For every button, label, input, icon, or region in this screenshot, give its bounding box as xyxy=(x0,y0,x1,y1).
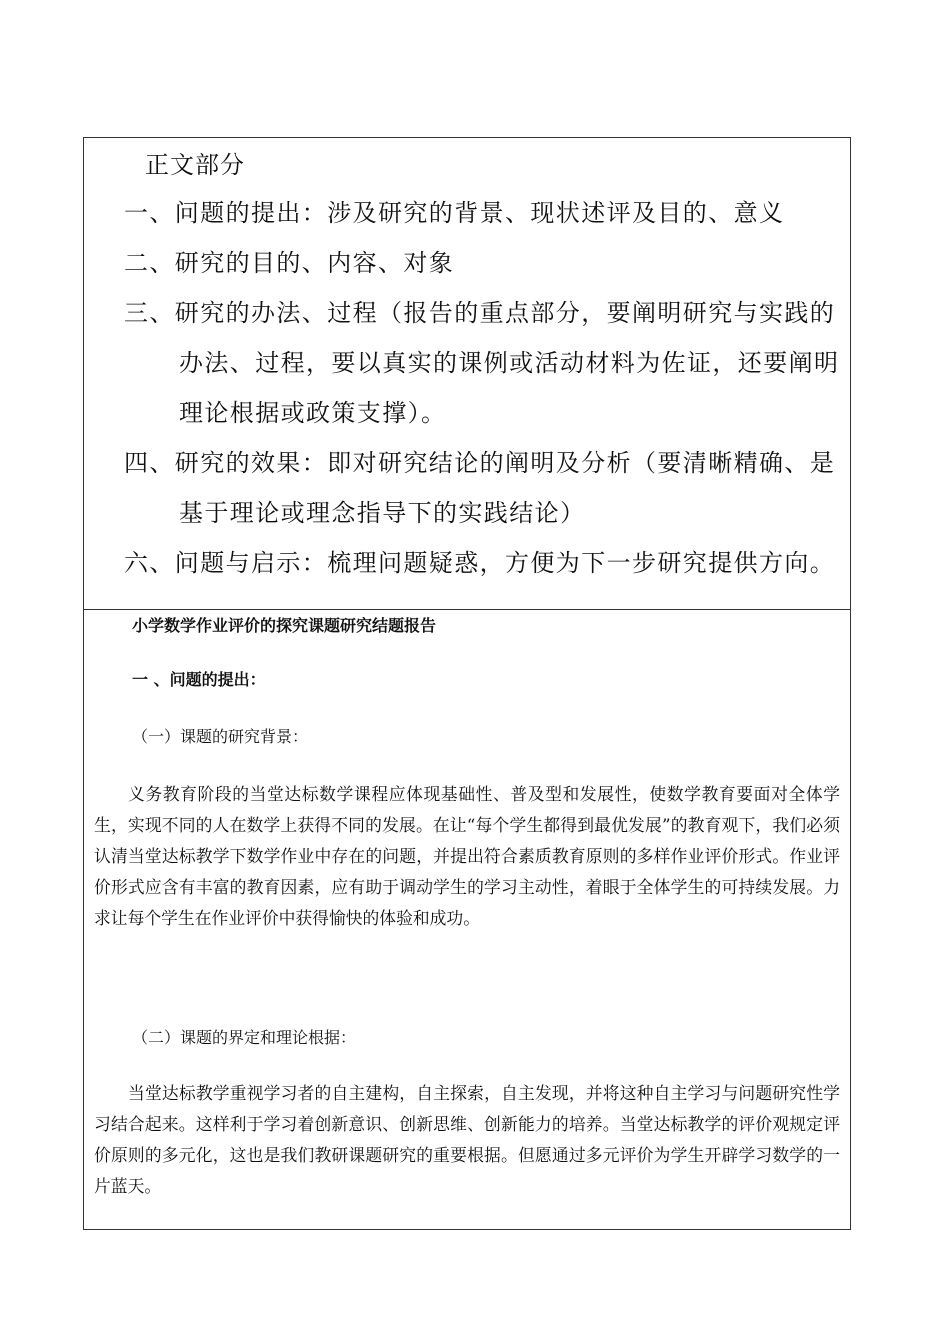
outline-item-2: 二、研究的目的、内容、对象 xyxy=(124,249,455,277)
section-1-heading: 一 、问题的提出： xyxy=(132,670,266,689)
report-title: 小学数学作业评价的探究课题研究结题报告 xyxy=(132,616,437,635)
outline-item-1: 一、问题的提出：涉及研究的背景、现状述评及目的、意义 xyxy=(124,199,785,227)
outline-cell xyxy=(84,138,850,610)
outline-item-6: 六、问题与启示：梳理问题疑惑，方便为下一步研究提供方向。 xyxy=(124,549,836,577)
report-table xyxy=(83,137,851,1230)
outline-item-4: 四、研究的效果：即对研究结论的阐明及分析（要清晰精确、是基于理论或理念指导下的实践结论） xyxy=(124,449,836,527)
subsection-1-heading: （一）课题的研究背景： xyxy=(132,727,309,746)
outline-item-3: 三、研究的办法、过程（报告的重点部分，要阐明研究与实践的办法、过程，要以真实的课例或活动材料为佐证，还要阐明理论根据或政策支撑）。 xyxy=(124,299,840,427)
subsection-1-body: 义务教育阶段的当堂达标数学课程应体现基础性、普及型和发展性，使数学教育要面对全体学生，实现不同的人在数学上获得不同的发展。在让“每个学生都得到最优发展”的教育观下，我们必须认清当堂达标教学下数学作业中存在的问题，并提出符合素质教育原则的多样作业评价形式。作业评价形式应含有丰富的教育因素，应有助于调动学生的学习主动性，着眼于全体学生的可持续发展。力求让每个学生在作业评价中获得愉快的体验和成功。 xyxy=(94,784,840,928)
report-cell xyxy=(84,610,850,1229)
subsection-2-heading: （二）课题的界定和理论根据： xyxy=(132,1028,357,1047)
outline-heading: 正文部分 xyxy=(145,151,245,179)
subsection-2-body: 当堂达标教学重视学习者的自主建构，自主探索，自主发现，并将这种自主学习与问题研究性学习结合起来。这样利于学习着创新意识、创新思维、创新能力的培养。当堂达标教学的评价观规定评价原则的多元化，这也是我们教研课题研究的重要根据。但愿通过多元评价为学生开辟学习数学的一片蓝天。 xyxy=(94,1083,840,1196)
